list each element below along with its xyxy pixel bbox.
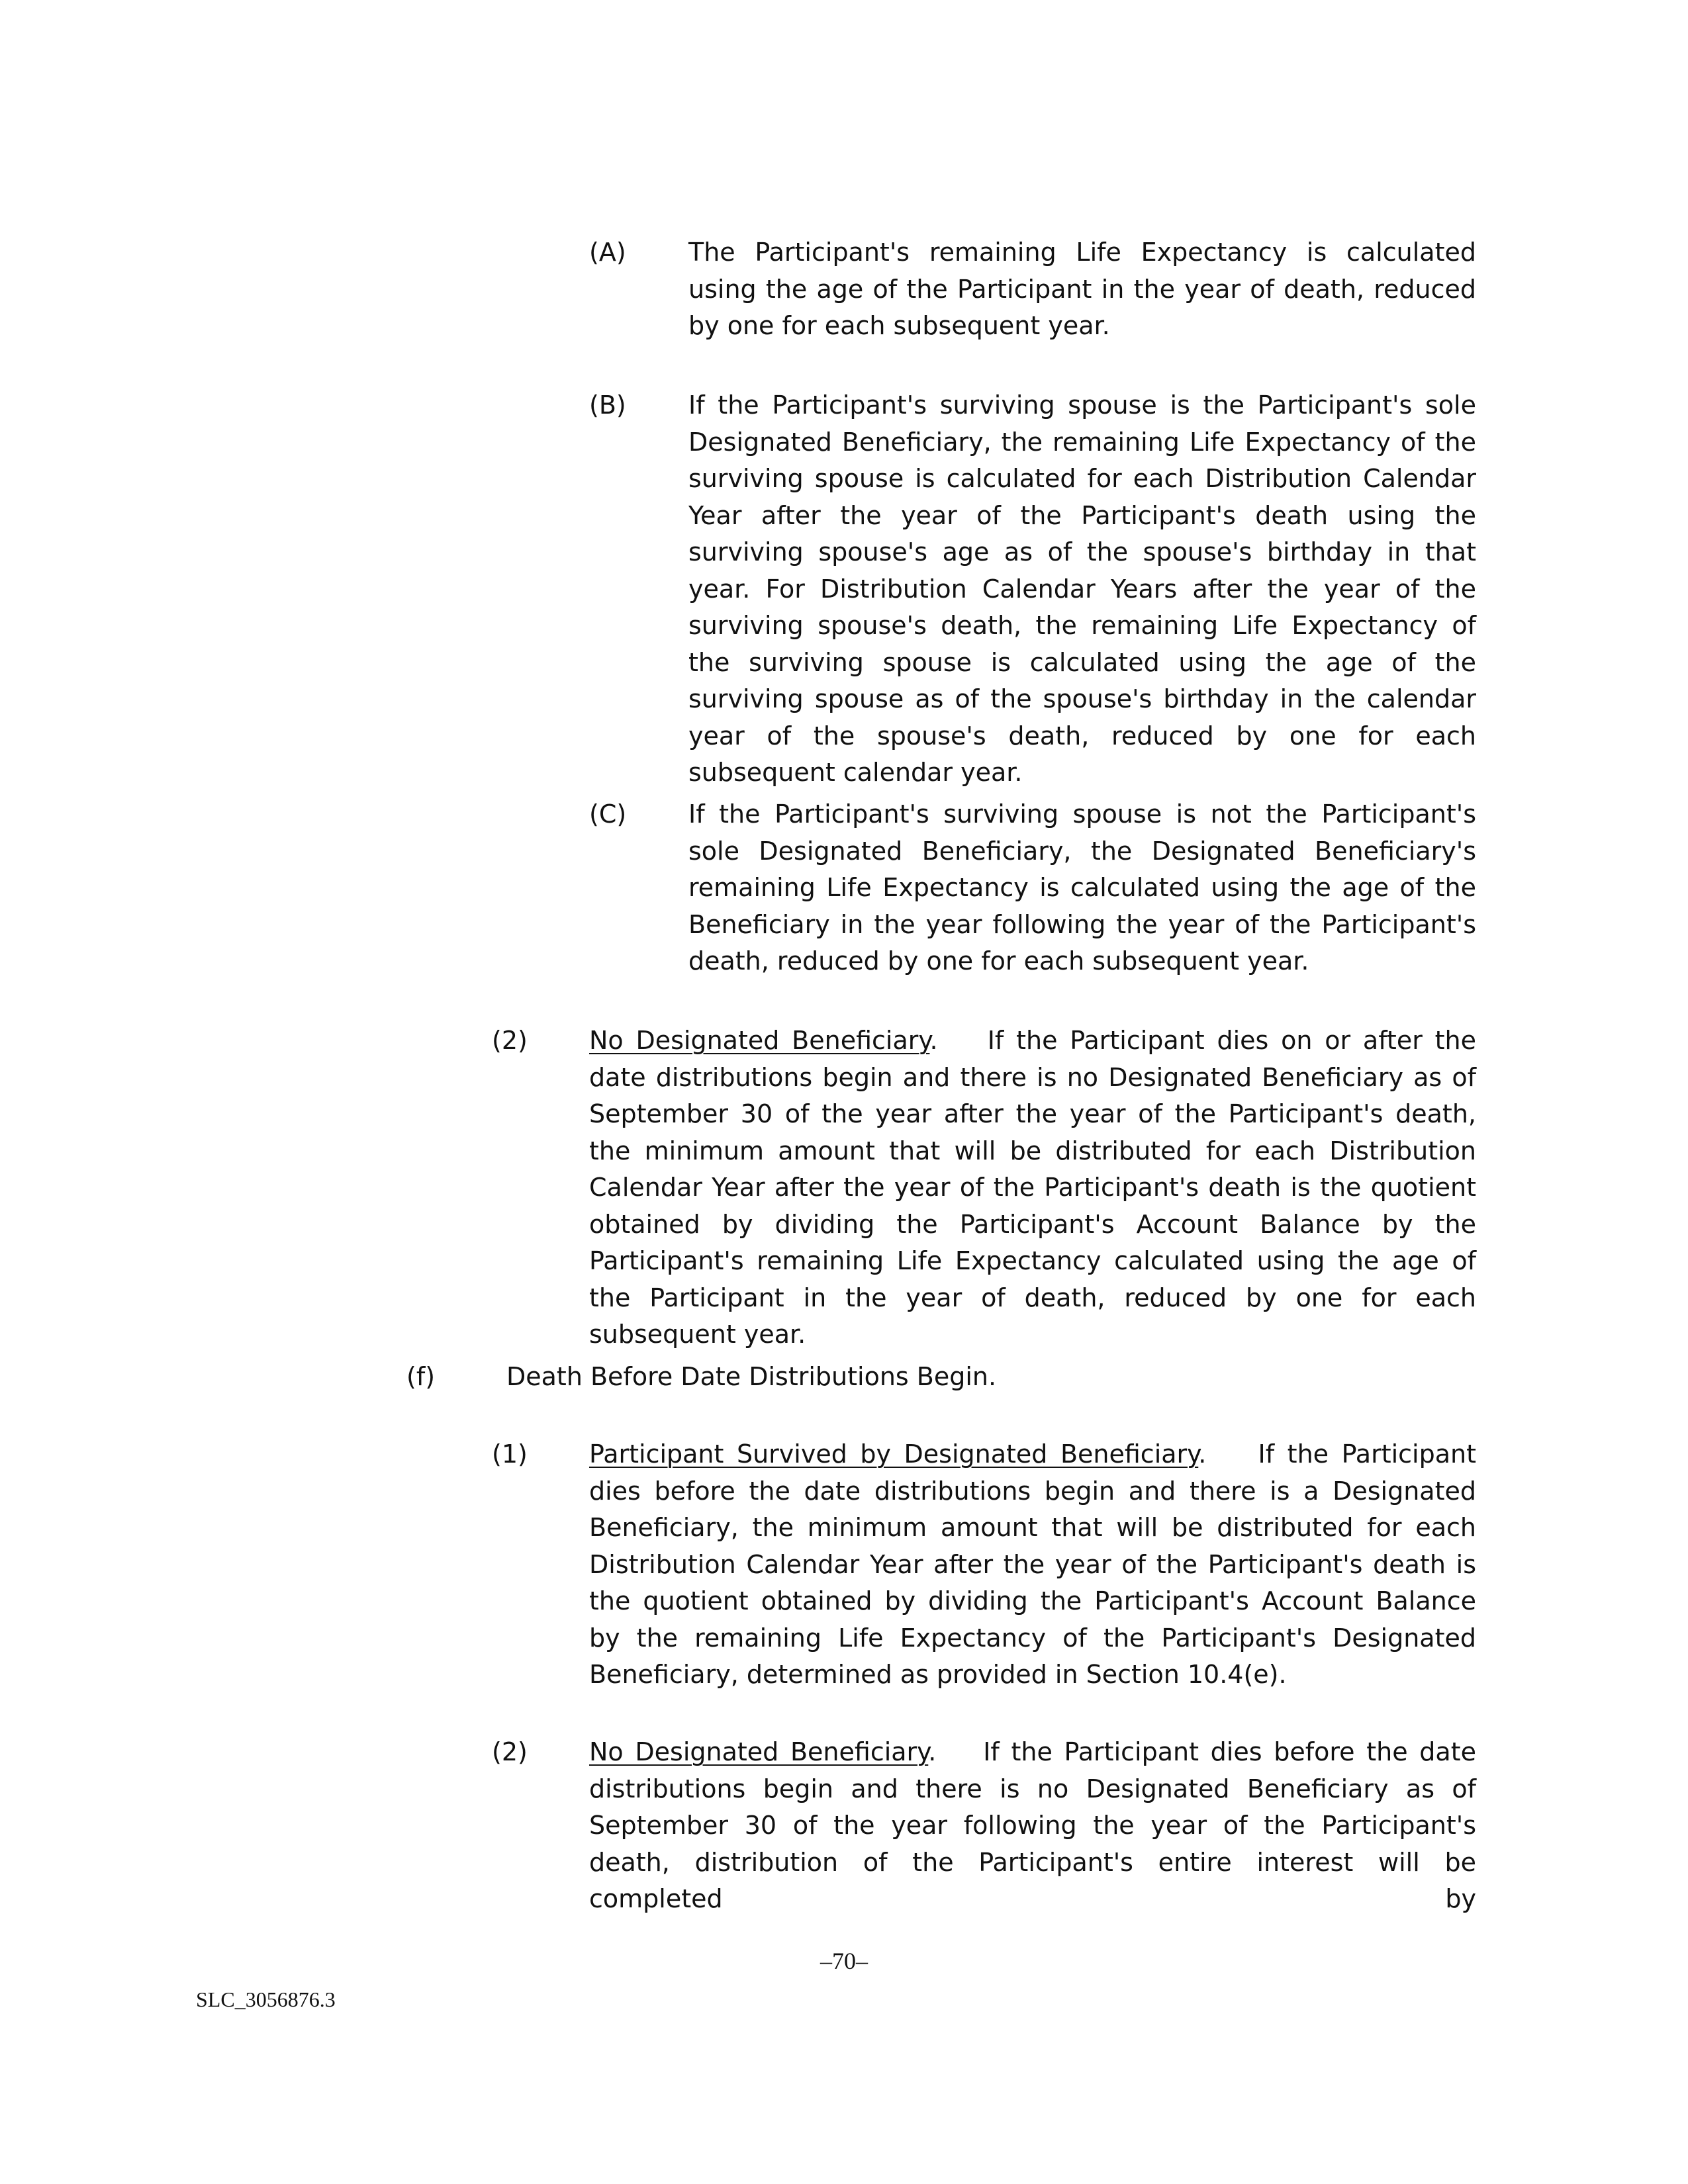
item-f1-label: (1): [492, 1439, 528, 1469]
item-f1-paragraph: Participant Survived by Designated Beneficiary. If the Participant dies before the date distributions begin and there is a Designated Beneficiary, the minimum amount that will be distributed for each Distribution Calendar Year after the year of the Participant's death is the quotient obtained by dividing the Participant's Account Balance by the remaining Life Expectancy of the Participant's Designated Beneficiary, determined as provided in Section 10.4(e).: [589, 1439, 1476, 1689]
item-b-text: If the Participant's surviving spouse is the Participant's sole Designated Beneficiary, the remaining Life Expectancy of the surviving spouse is calculated for each Distribution Calendar Year after the year of the Participant's death using the surviving spouse's age as of the spouse's birthday in that year. For Distribution Calendar Years after the year of the surviving spouse's death, the remaining Life Expectancy of the surviving spouse is calculated using the age of the surviving spouse as of the spouse's birthday in the calendar year of the spouse's death, reduced by one for each subsequent calendar year.: [688, 390, 1476, 787]
item-a-label: (A): [589, 238, 626, 267]
item-e2-paragraph: No Designated Beneficiary. If the Participant dies on or after the date distributions begin and there is no Designated Beneficiary as of September 30 of the year after the year of the Participant's death, the minimum amount that will be distributed for each Distribution Calendar Year after the year of the Participant's death is the quotient obtained by dividing the Participant's Account Balance by the Participant's remaining Life Expectancy calculated using the age of the Participant in the year of death, reduced by one for each subsequent year.: [589, 1026, 1476, 1349]
item-c-label: (C): [589, 799, 627, 829]
item-f2-label: (2): [492, 1737, 528, 1766]
item-f2-heading: No Designated Beneficiary: [589, 1737, 929, 1766]
item-e2-heading: No Designated Beneficiary: [589, 1026, 930, 1055]
item-b-label: (B): [589, 390, 626, 420]
item-f1-heading: Participant Survived by Designated Beneficiary: [589, 1439, 1199, 1469]
item-c-text: If the Participant's surviving spouse is not the Participant's sole Designated Beneficiary, the Designated Beneficiary's remaining Life Expectancy is calculated using the age of the Beneficiary in the year following the year of the Participant's death, reduced by one for each subsequent year.: [688, 799, 1476, 976]
item-f1-text: If the Participant dies before the date distributions begin and there is a Designated Beneficiary, the minimum amount that will be distributed for each Distribution Calendar Year after the year of the Participant's death is the quotient obtained by dividing the Participant's Account Balance by the remaining Life Expectancy of the Participant's Designated Beneficiary, determined as provided in Section 10.4(e).: [589, 1439, 1476, 1689]
document-id: SLC_3056876.3: [196, 1987, 336, 2011]
item-a-text: The Participant's remaining Life Expectancy is calculated using the age of the Participant in the year of death, reduced by one for each subsequent year.: [688, 238, 1476, 340]
section-f-heading: Death Before Date Distributions Begin.: [506, 1362, 997, 1391]
item-e2-text: If the Participant dies on or after the date distributions begin and there is no Designated Beneficiary as of September 30 of the year after the year of the Participant's death, the minimum amount that will be distributed for each Distribution Calendar Year after the year of the Participant's death is the quotient obtained by dividing the Participant's Account Balance by the Participant's remaining Life Expectancy calculated using the age of the Participant in the year of death, reduced by one for each subsequent year.: [589, 1026, 1476, 1349]
page-number: –70–: [820, 1948, 868, 1974]
item-f2-text: If the Participant dies before the date distributions begin and there is no Designated Beneficiary as of September 30 of the year following the year of the Participant's death, distribution of the Participant's entire interest will be completed by: [589, 1737, 1476, 1913]
item-f2-paragraph: No Designated Beneficiary. If the Participant dies before the date distributions begin and there is no Designated Beneficiary as of September 30 of the year following the year of the Participant's death, distribution of the Participant's entire interest will be completed by: [589, 1737, 1476, 1913]
item-e2-label: (2): [492, 1026, 528, 1055]
section-f-label: (f): [406, 1362, 436, 1391]
